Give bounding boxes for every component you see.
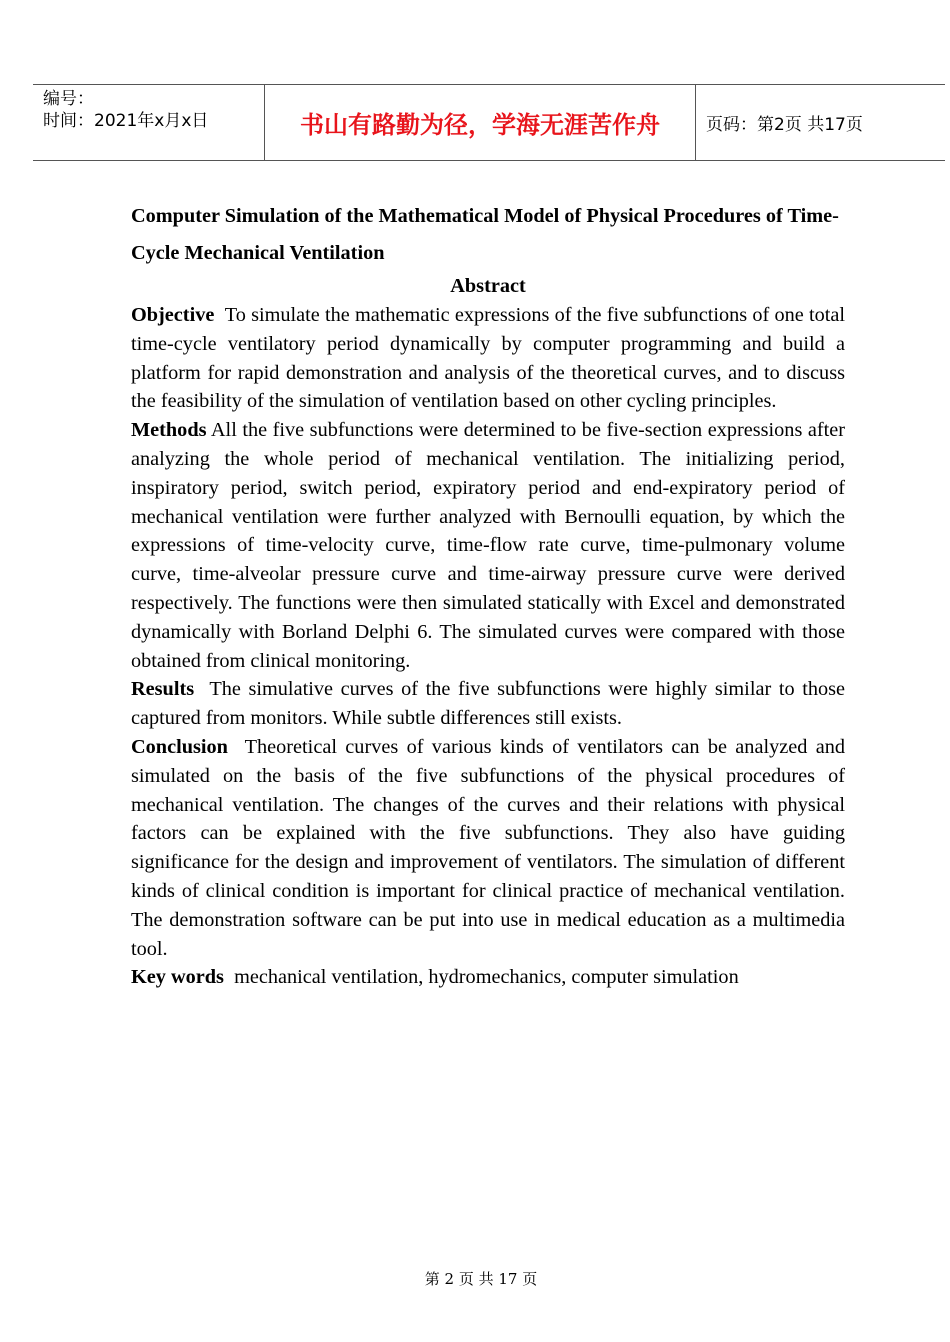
section-label-objective: Objective [131, 304, 215, 326]
abstract-keywords [131, 963, 845, 992]
abstract-conclusion [131, 733, 845, 963]
header-motto: 书山有路勤为径，学海无涯苦作舟 [300, 111, 660, 139]
abstract-methods [131, 416, 845, 675]
document-time-label: 时间：2021年x月x日 [43, 111, 209, 131]
section-label-keywords: Key words [131, 966, 224, 989]
section-text-keywords: mechanical ventilation, hydromechanics, computer simulation [234, 966, 739, 989]
abstract-objective [131, 301, 845, 416]
section-label-results: Results [131, 678, 195, 701]
section-text-conclusion: Theoretical curves of various kinds of ventilators can be analyzed and simulated on the basis of the five subfunctions of the physical procedures of mechanical ventilation. The changes of the curves and their relations with physical factors can be explained with the five subfunctions. They also have guiding significance for the design and improvement of ventilators. The simulation of different kinds of clinical condition is important for clinical practice of mechanical ventilation. The demonstration software can be put into use in medical education as a multimedia tool. [131, 735, 845, 960]
section-label-methods: Methods [131, 419, 207, 442]
section-text-methods: All the five subfunctions were determined to be five-section expressions after analyzing the whole period of mechanical ventilation. The initializing period, inspiratory period, switch period, expiratory period and end-expiratory period of mechanical ventilation were further analyzed with Bernoulli equation, by which the expressions of time-velocity curve, time-flow rate curve, time-pulmonary volume curve, time-alveolar pressure curve and time-airway pressure curve were derived respectively. The functions were then simulated statically with Excel and demonstrated dynamically with Borland Delphi 6. The simulated curves were compared with those obtained from clinical monitoring. [131, 419, 846, 672]
page-header [33, 84, 945, 161]
section-text-objective: To simulate the mathematic expressions of the five subfunctions of one total time-cycle ventilatory period dynamically by computer programming and build a platform for rapid demonstration and analysis of the theoretical curves, and to discuss the feasibility of the simulation of ventilation based on other cycling principles. [131, 304, 845, 413]
paper-title: Computer Simulation of the Mathematical Model of Physical Procedures of Time-Cycle Mechanical Ventilation [131, 205, 839, 264]
header-page-info: 页码：第2页 共17页 [706, 115, 863, 135]
document-body [131, 198, 845, 992]
header-page-info-cell [696, 85, 945, 160]
abstract-results [131, 675, 845, 733]
header-meta [33, 85, 265, 160]
page-footer: 第 2 页 共 17 页 [424, 1270, 538, 1288]
section-text-results: The simulative curves of the five subfunctions were highly similar to those captured from monitors. While subtle differences still exists. [131, 678, 846, 730]
document-number-label: 编号： [43, 89, 94, 109]
header-motto-cell [265, 85, 696, 160]
abstract-heading: Abstract [450, 275, 526, 297]
section-label-conclusion: Conclusion [131, 735, 228, 758]
